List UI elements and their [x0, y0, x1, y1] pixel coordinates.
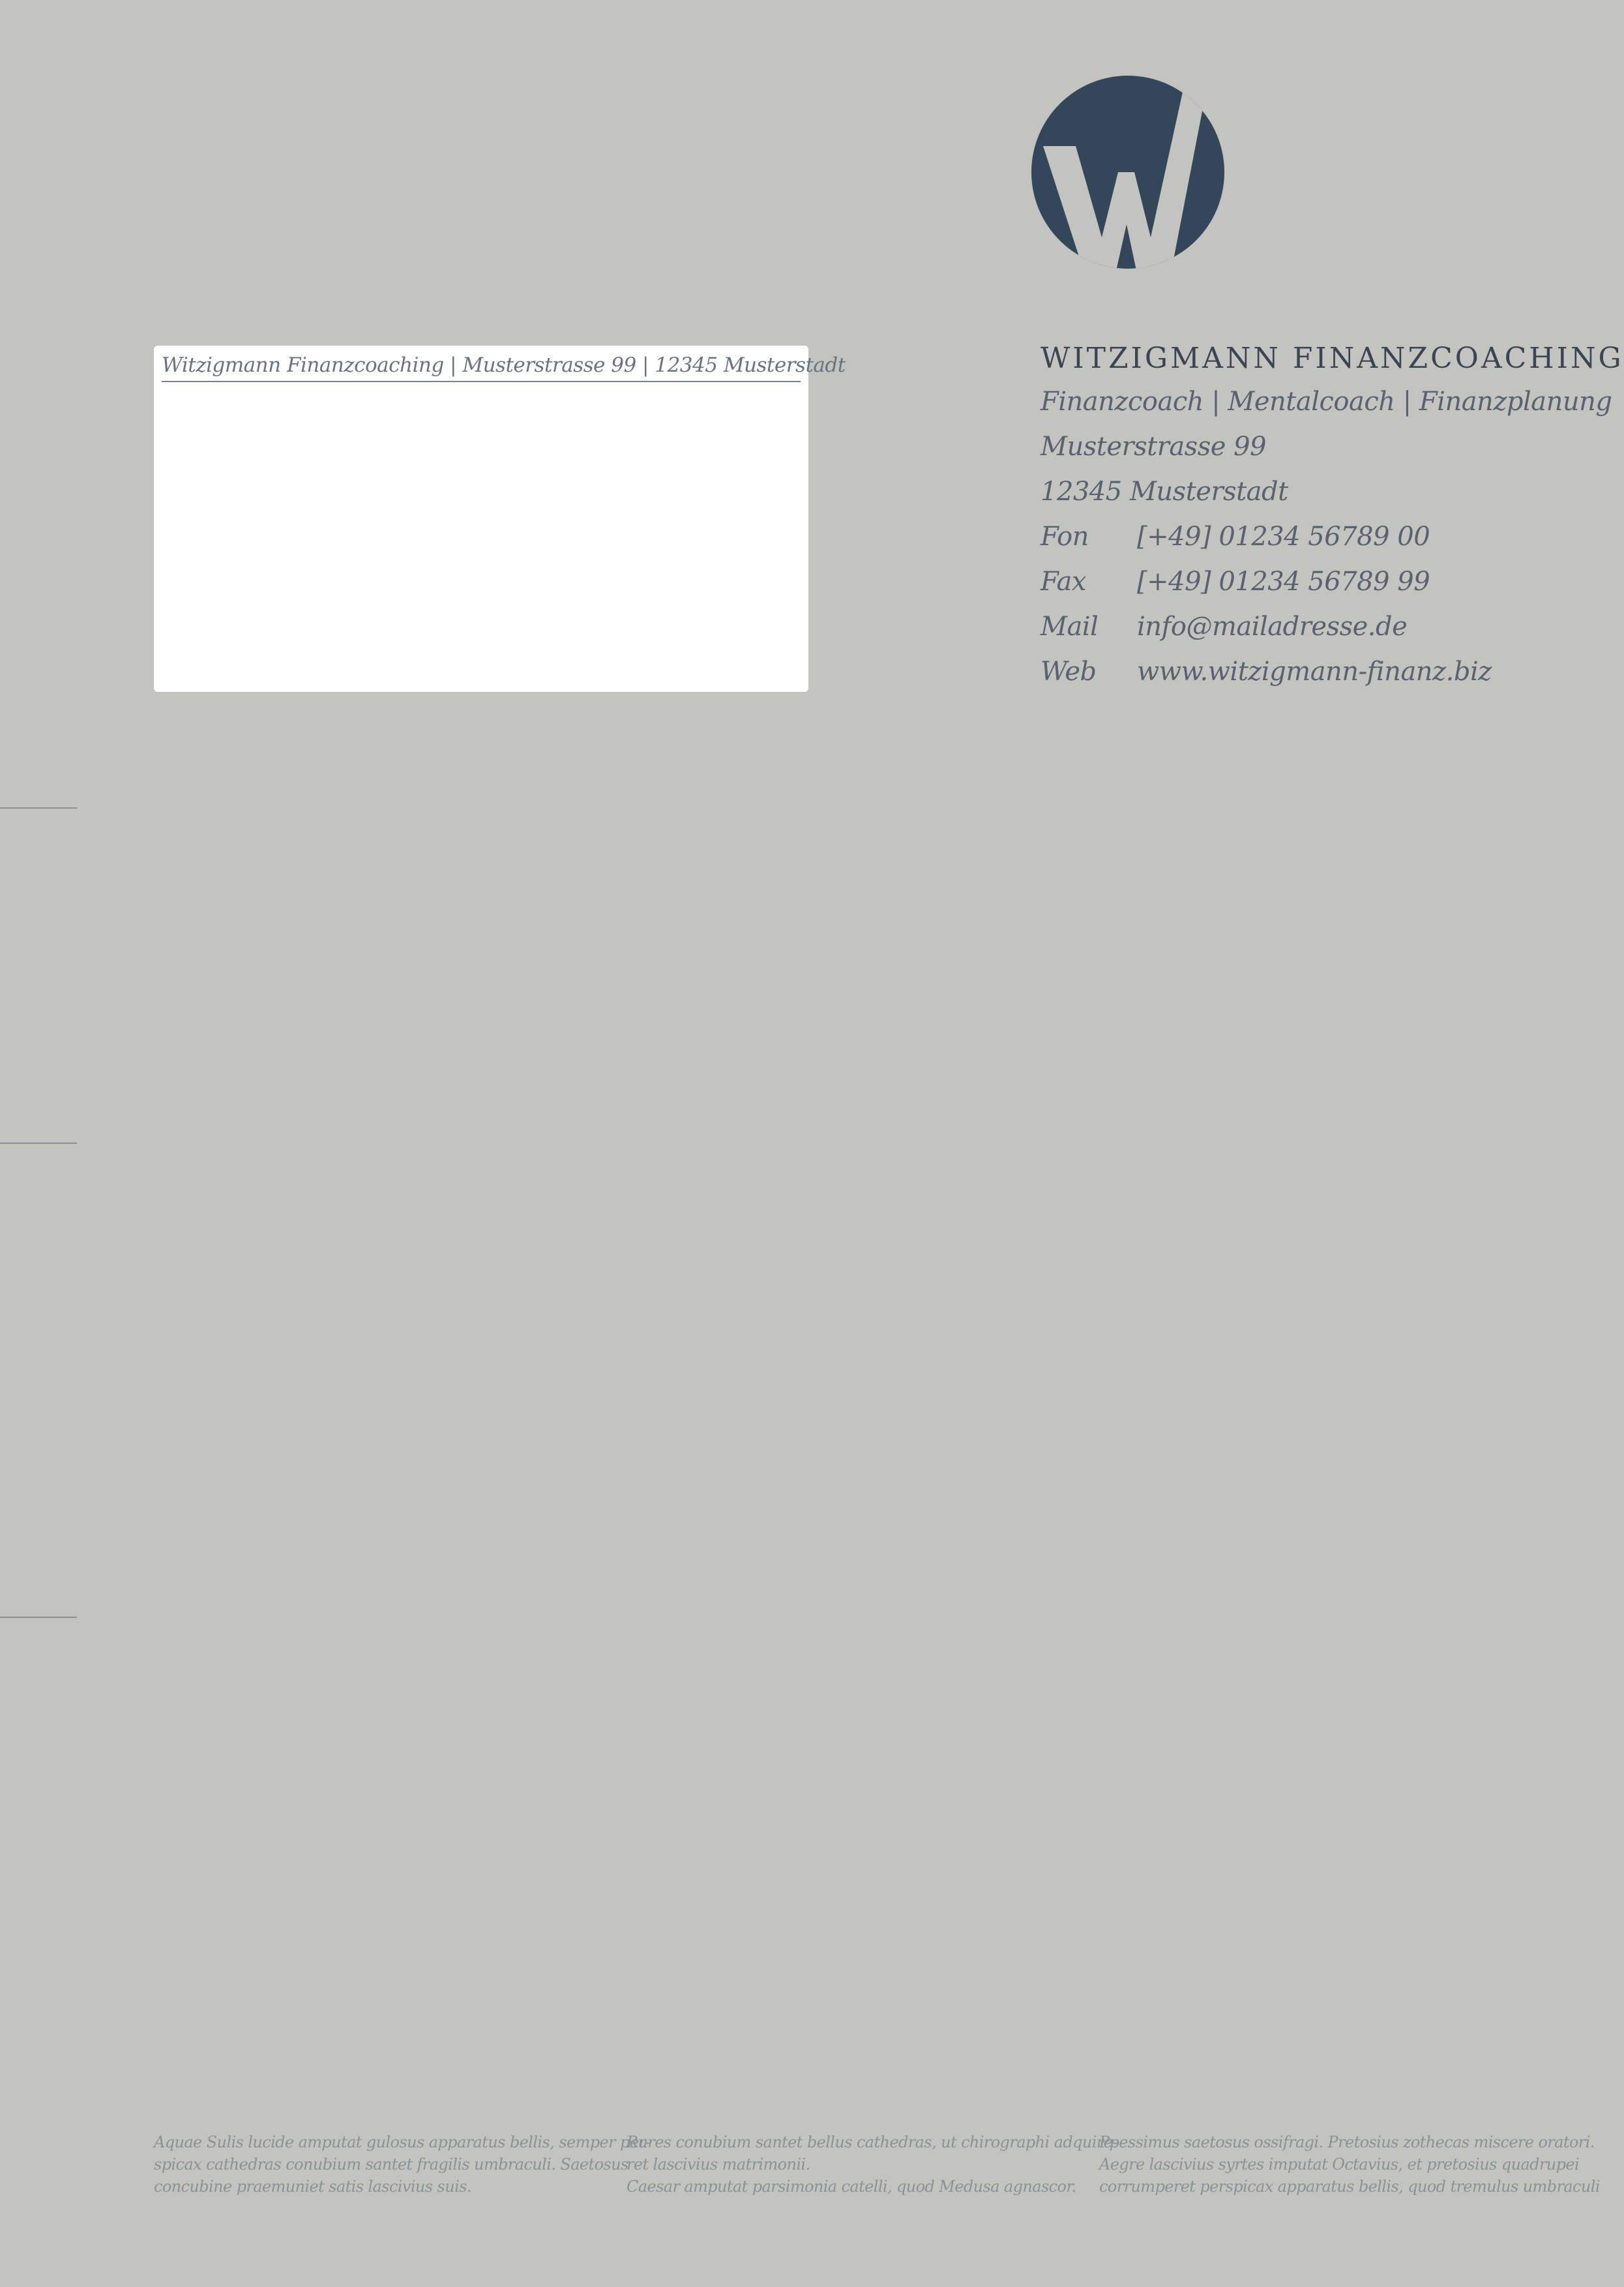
footer-line: Rures conubium santet bellus cathedras, ut chirographi adquire- — [627, 2133, 1117, 2151]
fold-mark-bottom — [0, 1617, 77, 1618]
footer-line: Ppessimus saetosus ossifragi. Pretosius zothecas miscere oratori. — [1099, 2133, 1595, 2151]
footer-line: spicax cathedras conubium santet fragilis umbraculi. Saetosus — [154, 2155, 628, 2174]
phone-value: [+49] 01234 56789 00 — [1137, 522, 1430, 552]
footer-column-middle — [627, 2131, 1117, 2198]
company-tagline: Finanzcoach | Mentalcoach | Finanzplanung — [1041, 387, 1612, 417]
footer-column-right — [1099, 2131, 1600, 2198]
company-city: 12345 Musterstadt — [1041, 477, 1288, 507]
company-logo-icon — [1030, 74, 1226, 270]
fax-label: Fax — [1041, 567, 1086, 597]
contact-row-web — [1041, 650, 1601, 695]
phone-label: Fon — [1041, 522, 1089, 552]
footer-column-left — [154, 2131, 651, 2198]
footer — [154, 2131, 1600, 2198]
footer-line: Aquae Sulis lucide amputat gulosus apparatus bellis, semper per- — [154, 2133, 651, 2151]
return-address-line: Witzigmann Finanzcoaching | Musterstrasse 99 | 12345 Musterstadt — [162, 353, 801, 382]
contact-row-mail — [1041, 605, 1601, 650]
company-name: WITZIGMANN FINANZCOACHING — [1041, 342, 1624, 375]
contact-row-fax — [1041, 560, 1601, 605]
footer-line: ret lascivius matrimonii. — [627, 2155, 810, 2174]
fold-mark-top — [0, 807, 77, 809]
footer-line: Caesar amputat parsimonia catelli, quod Medusa agnascor. — [627, 2177, 1076, 2196]
mail-label: Mail — [1041, 612, 1099, 642]
footer-line: concubine praemuniet satis lascivius suis. — [154, 2177, 471, 2196]
company-street: Musterstrasse 99 — [1041, 432, 1267, 462]
fax-value: [+49] 01234 56789 99 — [1137, 567, 1430, 597]
mail-value: info@mailadresse.de — [1137, 612, 1408, 642]
company-info-block — [1041, 338, 1624, 695]
footer-line: Aegre lascivius syrtes imputat Octavius, et pretosius quadrupei — [1099, 2155, 1580, 2174]
web-label: Web — [1041, 657, 1097, 687]
web-value: www.witzigmann-finanz.biz — [1137, 657, 1492, 687]
punch-mark — [0, 1143, 77, 1144]
address-window — [154, 346, 846, 692]
contact-row-phone — [1041, 515, 1601, 560]
footer-line: corrumperet perspicax apparatus bellis, quod tremulus umbraculi — [1099, 2177, 1600, 2196]
